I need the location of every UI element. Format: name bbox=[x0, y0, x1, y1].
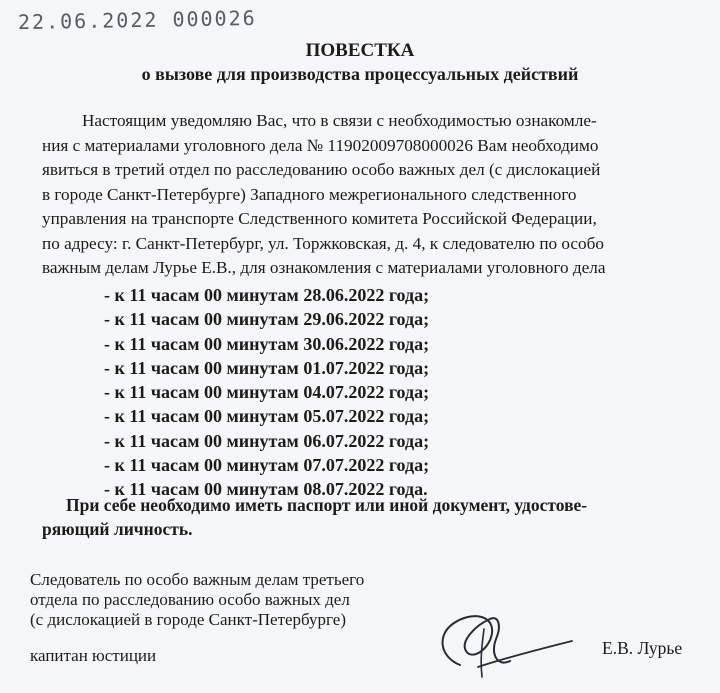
document-subtitle: о вызове для производства процессуальных действий bbox=[141, 64, 579, 84]
note-line: При себе необходимо иметь паспорт или иной документ, удостове- bbox=[66, 495, 588, 515]
signatory-position bbox=[30, 570, 364, 630]
position-line: Следователь по особо важным делам третьего bbox=[30, 570, 365, 589]
body-line: Настоящим уведомляю Вас, что в связи с необходимостью ознакомле- bbox=[82, 111, 597, 130]
appointment-date: - к 11 часам 00 минутам 06.07.2022 года; bbox=[104, 430, 430, 451]
document-title: ПОВЕСТКА bbox=[305, 40, 415, 61]
id-requirement-note bbox=[42, 493, 706, 541]
appointment-date: - к 11 часам 00 минутам 08.07.2022 года. bbox=[104, 479, 428, 500]
appointment-date: - к 11 часам 00 минутам 28.06.2022 года; bbox=[104, 285, 430, 305]
registration-stamp: 22.06.2022 000026 bbox=[17, 5, 257, 35]
signatory-name: Е.В. Лурье bbox=[602, 638, 683, 658]
appointment-date: - к 11 часам 00 минутам 01.07.2022 года; bbox=[104, 357, 430, 378]
position-line: (с дислокацией в городе Санкт-Петербурге) bbox=[30, 610, 347, 629]
appointment-date: - к 11 часам 00 минутам 30.06.2022 года; bbox=[104, 333, 430, 354]
body-line: в городе Санкт-Петербурге) Западного межрегионального следственного bbox=[42, 184, 577, 204]
body-line: ния с материалами уголовного дела № 11902009708000026 Вам необходимо bbox=[42, 135, 599, 155]
body-line: явиться в третий отдел по расследованию особо важных дел (с дислокацией bbox=[42, 160, 601, 179]
handwritten-signature bbox=[432, 605, 582, 685]
body-line: управления на транспорте Следственного комитета Российской Федерации, bbox=[42, 209, 597, 228]
appointment-date: - к 11 часам 00 минутам 29.06.2022 года; bbox=[104, 309, 430, 330]
appointment-dates-list bbox=[104, 283, 429, 502]
signatory-rank: капитан юстиции bbox=[30, 646, 157, 665]
body-line: по адресу: г. Санкт-Петербург, ул. Торжковская, д. 4, к следователю по особо bbox=[42, 233, 604, 253]
appointment-date: - к 11 часам 00 минутам 05.07.2022 года; bbox=[104, 406, 430, 427]
note-line: ряющий личность. bbox=[42, 519, 193, 539]
appointment-date: - к 11 часам 00 минутам 04.07.2022 года; bbox=[104, 382, 430, 403]
position-line: отдела по расследованию особо важных дел bbox=[30, 590, 350, 609]
body-line: важным делам Лурье Е.В., для ознакомления с материалами уголовного дела bbox=[42, 258, 606, 277]
appointment-date: - к 11 часам 00 минутам 07.07.2022 года; bbox=[104, 455, 430, 476]
summons-body bbox=[42, 109, 706, 281]
